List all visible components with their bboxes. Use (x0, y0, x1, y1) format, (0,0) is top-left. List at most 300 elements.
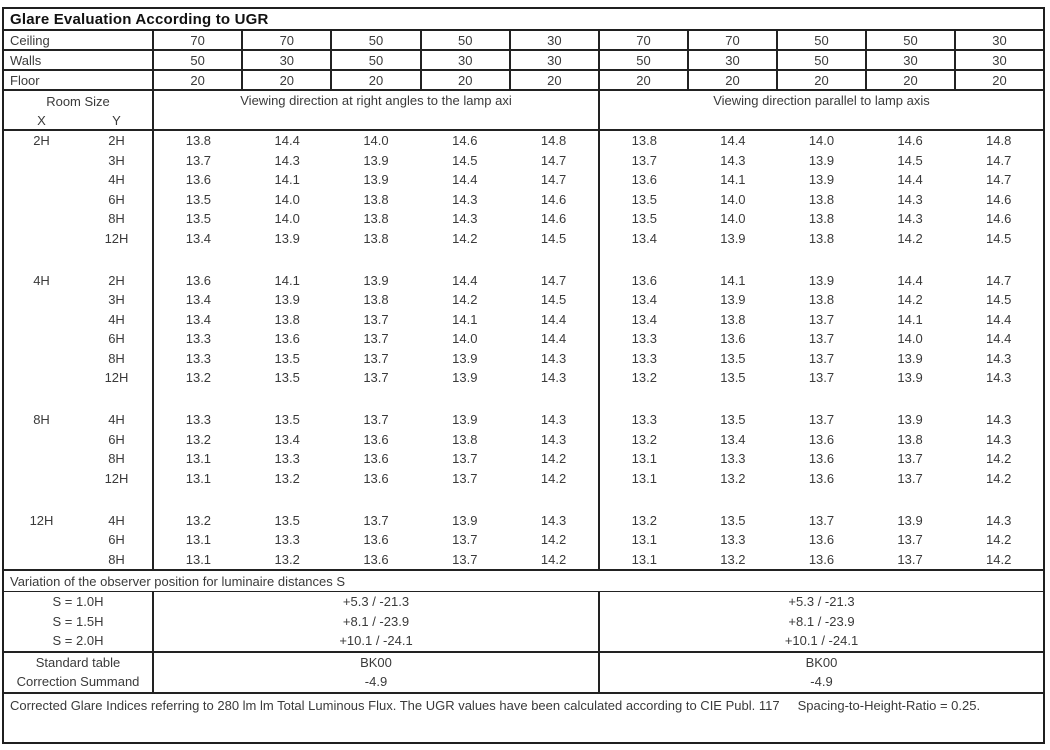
room-y-value: 8H (108, 551, 125, 567)
ugr-value: 13.7 (897, 551, 923, 567)
condition-value: 30 (241, 51, 330, 69)
ugr-value: 14.6 (986, 191, 1012, 207)
ugr-value: 14.1 (274, 172, 300, 187)
ugr-value: 13.2 (720, 470, 746, 486)
variation-value: +5.3 / -21.3 (154, 592, 600, 612)
ugr-row (4, 329, 1043, 349)
ugr-value: 13.7 (363, 412, 389, 427)
ugr-values-half (600, 170, 1043, 190)
ugr-value: 13.1 (631, 551, 657, 567)
condition-label: Ceiling (4, 31, 154, 49)
ugr-value: 14.6 (540, 211, 567, 226)
ugr-value: 13.1 (185, 451, 212, 466)
ugr-value: 13.8 (185, 133, 212, 148)
ugr-values-half (600, 190, 1043, 210)
ugr-value: 13.9 (808, 172, 835, 187)
room-y-value: 4H (108, 512, 125, 528)
ugr-value: 14.2 (986, 470, 1012, 486)
summary-value: BK00 (805, 654, 838, 670)
ugr-value: 14.7 (986, 172, 1012, 187)
condition-value: 30 (865, 51, 954, 69)
room-x-value (4, 469, 79, 489)
ugr-value: 13.3 (720, 532, 746, 547)
ugr-value: 13.2 (185, 370, 212, 385)
condition-row (4, 71, 1043, 91)
ugr-row (4, 530, 1043, 550)
ugr-value: 13.6 (274, 331, 300, 346)
ugr-row (4, 368, 1043, 388)
ugr-row (4, 449, 1043, 469)
room-x-value (4, 530, 79, 550)
room-y-value: 4H (108, 311, 125, 327)
ugr-value: 13.5 (631, 211, 657, 226)
ugr-value: 13.2 (274, 551, 300, 567)
variation-value: +8.1 / -23.9 (788, 613, 855, 629)
ugr-value: 13.5 (274, 412, 300, 427)
ugr-value: 13.2 (185, 431, 212, 447)
ugr-row (4, 310, 1043, 330)
ugr-value: 13.4 (631, 292, 657, 307)
ugr-value: 13.8 (897, 431, 923, 447)
viewing-direction-parallel-header: Viewing direction parallel to lamp axis (713, 93, 930, 108)
ugr-value: 13.9 (720, 292, 746, 307)
ugr-value: 14.6 (452, 133, 478, 148)
ugr-value: 14.3 (452, 211, 478, 226)
ugr-value: 13.4 (631, 230, 657, 246)
ugr-value: 13.9 (363, 172, 389, 187)
ugr-values-half (600, 410, 1043, 430)
ugr-value: 14.3 (986, 350, 1012, 366)
ugr-value: 13.7 (363, 311, 389, 327)
variation-label: S = 1.5H (4, 612, 154, 632)
ugr-value: 13.1 (631, 532, 657, 547)
ugr-row (4, 229, 1043, 249)
ugr-value: 13.3 (631, 350, 657, 366)
ugr-value: 13.9 (452, 350, 478, 366)
ugr-values-half (154, 349, 600, 369)
ugr-value: 14.2 (986, 532, 1012, 547)
ugr-value: 14.7 (986, 152, 1012, 168)
condition-value: 20 (636, 72, 651, 88)
summary-value: -4.9 (810, 674, 833, 689)
ugr-value: 14.3 (720, 152, 746, 168)
ugr-value: 13.1 (631, 451, 657, 466)
ugr-value: 13.7 (631, 152, 657, 168)
ugr-value: 14.7 (540, 152, 567, 168)
room-size-cell (4, 131, 154, 151)
ugr-value: 14.3 (986, 412, 1012, 427)
ugr-value: 13.5 (720, 350, 746, 366)
ugr-value: 13.3 (274, 532, 300, 547)
ugr-value: 13.3 (185, 412, 212, 427)
ugr-value: 13.9 (452, 370, 478, 385)
ugr-value: 14.8 (986, 133, 1012, 148)
ugr-value: 13.2 (274, 470, 300, 486)
ugr-value: 13.3 (631, 331, 657, 346)
variation-value: +8.1 / -23.9 (154, 612, 600, 632)
ugr-value: 14.5 (986, 292, 1012, 307)
ugr-value: 13.6 (363, 551, 389, 567)
ugr-values-half (600, 368, 1043, 388)
ugr-value: 14.4 (452, 172, 478, 187)
ugr-value: 13.9 (274, 292, 300, 307)
room-size-cell (4, 229, 154, 249)
room-size-label: Room Size (46, 93, 110, 109)
room-y-value: 6H (108, 532, 125, 548)
ugr-values-half (154, 488, 600, 511)
ugr-value: 13.8 (363, 230, 389, 246)
ugr-value: 14.3 (986, 431, 1012, 447)
ugr-values-half (600, 290, 1043, 310)
ugr-value: 13.9 (720, 230, 746, 246)
ugr-values-half (600, 530, 1043, 550)
ugr-values-half (154, 151, 600, 171)
ugr-value: 13.7 (363, 331, 389, 346)
ugr-value: 14.2 (540, 470, 567, 486)
ugr-value: 14.5 (540, 230, 567, 246)
ugr-value: 14.3 (540, 350, 567, 366)
ugr-value: 13.9 (808, 152, 835, 168)
ugr-values-half (600, 151, 1043, 171)
ugr-values-half (600, 469, 1043, 489)
summary-value: BK00 (154, 653, 600, 673)
ugr-value: 13.5 (274, 370, 300, 385)
ugr-value: 13.4 (274, 431, 300, 447)
room-size-cell (4, 488, 154, 511)
ugr-values-half (600, 310, 1043, 330)
condition-value: 20 (509, 71, 598, 89)
ugr-value: 14.6 (986, 211, 1012, 226)
ugr-value: 13.8 (808, 230, 835, 246)
room-y-value: 6H (108, 331, 125, 347)
ugr-value: 13.6 (631, 272, 657, 288)
ugr-value: 13.7 (897, 451, 923, 466)
condition-value: 50 (330, 51, 419, 69)
room-x-value (4, 349, 79, 369)
variation-section (4, 592, 1043, 653)
ugr-value: 14.4 (540, 311, 567, 327)
ugr-value: 13.2 (720, 551, 746, 567)
room-x-value (4, 449, 79, 469)
ugr-value: 13.7 (185, 152, 212, 168)
ugr-row (4, 550, 1043, 570)
room-x-value (4, 209, 79, 229)
ugr-value: 14.5 (540, 292, 567, 307)
ugr-value: 13.8 (720, 311, 746, 327)
room-size-xy-labels (4, 111, 152, 129)
ugr-value: 14.4 (452, 272, 478, 288)
ugr-value: 13.6 (808, 431, 835, 447)
room-size-cell (4, 329, 154, 349)
ugr-value: 13.9 (897, 412, 923, 427)
ugr-value: 13.8 (808, 292, 835, 307)
ugr-value: 14.5 (897, 152, 923, 168)
block-gap-row (4, 388, 1043, 411)
ugr-values-half (154, 310, 600, 330)
ugr-value: 13.5 (274, 350, 300, 366)
room-x-value (4, 229, 79, 249)
summary-row (4, 672, 1043, 692)
room-y-value: 3H (108, 292, 125, 308)
ugr-row (4, 349, 1043, 369)
ugr-values-half (600, 349, 1043, 369)
ugr-value: 13.9 (897, 350, 923, 366)
block-gap-row (4, 488, 1043, 511)
ugr-value: 13.3 (631, 412, 657, 427)
ugr-value: 13.7 (808, 331, 835, 346)
room-y-value: 12H (104, 470, 129, 486)
ugr-value: 13.5 (720, 412, 746, 427)
condition-label: Floor (4, 71, 154, 89)
x-column-label: X (37, 112, 46, 128)
condition-value: 70 (190, 32, 205, 48)
ugr-values-half (154, 469, 600, 489)
ugr-value: 14.4 (540, 331, 567, 346)
ugr-value: 13.8 (452, 431, 478, 447)
ugr-value: 13.6 (808, 451, 835, 466)
room-y-value: 4H (108, 172, 125, 188)
ugr-value: 13.8 (808, 211, 835, 226)
surface-reflectance-section (4, 31, 1043, 91)
variation-value: +5.3 / -21.3 (788, 594, 855, 609)
condition-values-half (154, 31, 600, 49)
condition-value: 50 (330, 31, 419, 49)
ugr-values-half (600, 388, 1043, 411)
ugr-value: 14.3 (986, 370, 1012, 385)
room-size-cell (4, 271, 154, 291)
ugr-value: 14.2 (897, 230, 923, 246)
ugr-value: 13.3 (274, 451, 300, 466)
summary-value: -4.9 (154, 672, 600, 692)
room-size-cell (4, 290, 154, 310)
ugr-values-half (600, 209, 1043, 229)
ugr-value: 14.4 (720, 133, 746, 148)
room-y-value: 2H (108, 272, 125, 288)
room-size-header (4, 91, 154, 129)
ugr-value: 13.6 (720, 331, 746, 346)
condition-value: 20 (776, 71, 865, 89)
condition-value: 50 (636, 52, 651, 68)
ugr-value: 13.6 (185, 272, 212, 288)
ugr-values-half (600, 229, 1043, 249)
ugr-value: 13.5 (274, 512, 300, 528)
variation-label: S = 1.0H (4, 592, 154, 612)
y-column-label: Y (112, 112, 121, 128)
condition-value: 20 (865, 71, 954, 89)
ugr-value: 13.8 (363, 191, 389, 207)
variation-row (4, 631, 1043, 651)
ugr-value: 14.2 (452, 230, 478, 246)
ugr-value: 13.7 (452, 532, 478, 547)
room-y-value: 4H (108, 412, 125, 428)
ugr-value: 13.5 (720, 370, 746, 385)
ugr-value: 13.4 (720, 431, 746, 447)
ugr-values-half (600, 329, 1043, 349)
room-x-value (4, 290, 79, 310)
condition-value: 20 (241, 71, 330, 89)
ugr-values-half (600, 248, 1043, 271)
ugr-value: 13.9 (363, 152, 389, 168)
ugr-row (4, 469, 1043, 489)
condition-value: 30 (687, 51, 776, 69)
ugr-value: 13.4 (185, 311, 212, 327)
ugr-values-half (154, 368, 600, 388)
ugr-value: 14.3 (897, 211, 923, 226)
condition-value: 70 (636, 32, 651, 48)
room-size-cell (4, 368, 154, 388)
viewing-direction-right-angles-header: Viewing direction at right angles to the lamp axi (154, 91, 600, 129)
room-x-value (4, 368, 79, 388)
ugr-table-frame (2, 7, 1045, 744)
ugr-value: 13.4 (631, 311, 657, 327)
ugr-value: 14.3 (540, 431, 567, 447)
ugr-row (4, 290, 1043, 310)
ugr-value: 14.1 (720, 172, 746, 187)
condition-values-half (154, 71, 600, 89)
room-size-cell (4, 190, 154, 210)
ugr-row (4, 170, 1043, 190)
ugr-value: 14.2 (986, 551, 1012, 567)
ugr-value: 13.7 (363, 512, 389, 528)
condition-value: 20 (420, 71, 509, 89)
room-size-cell (4, 550, 154, 570)
room-y-value: 8H (108, 211, 125, 227)
ugr-value: 13.2 (631, 431, 657, 447)
ugr-value: 13.1 (185, 551, 212, 567)
condition-value: 50 (420, 31, 509, 49)
ugr-values-half (154, 550, 600, 570)
ugr-row (4, 511, 1043, 531)
ugr-value: 14.0 (274, 191, 300, 207)
condition-value: 30 (420, 51, 509, 69)
room-size-cell (4, 248, 154, 271)
ugr-values-half (600, 511, 1043, 531)
summary-label: Correction Summand (4, 672, 154, 692)
ugr-values-half (154, 449, 600, 469)
ugr-value: 13.1 (185, 532, 212, 547)
condition-value: 30 (954, 51, 1043, 69)
room-size-cell (4, 310, 154, 330)
ugr-values-half (154, 131, 600, 151)
ugr-value: 14.1 (720, 272, 746, 288)
room-y-value: 3H (108, 152, 125, 168)
condition-value: 20 (687, 71, 776, 89)
ugr-value: 14.3 (986, 512, 1012, 528)
room-size-cell (4, 449, 154, 469)
ugr-values-half (154, 248, 600, 271)
ugr-value: 14.1 (452, 311, 478, 327)
ugr-value: 13.2 (185, 512, 212, 528)
ugr-row (4, 410, 1043, 430)
room-size-cell (4, 209, 154, 229)
condition-value: 70 (687, 31, 776, 49)
ugr-value: 13.3 (185, 350, 212, 366)
room-y-value: 6H (108, 191, 125, 207)
ugr-values-half (600, 430, 1043, 450)
ugr-values-half (154, 170, 600, 190)
ugr-value: 13.1 (631, 470, 657, 486)
ugr-value: 13.8 (363, 211, 389, 226)
ugr-values-half (154, 410, 600, 430)
variation-row (4, 612, 1043, 632)
ugr-value: 14.2 (540, 532, 567, 547)
condition-value: 70 (241, 31, 330, 49)
ugr-value: 13.7 (808, 412, 835, 427)
ugr-value: 13.5 (185, 191, 212, 207)
ugr-value: 14.2 (540, 551, 567, 567)
ugr-value: 13.7 (363, 350, 389, 366)
ugr-values-half (154, 190, 600, 210)
condition-values-half (600, 51, 1043, 69)
condition-value: 20 (190, 72, 205, 88)
room-y-value: 8H (108, 350, 125, 366)
ugr-value: 14.4 (897, 172, 923, 187)
condition-values-half (600, 31, 1043, 49)
ugr-value: 13.6 (808, 470, 835, 486)
ugr-value: 13.6 (363, 470, 389, 486)
ugr-values-half (600, 449, 1043, 469)
ugr-value: 14.2 (897, 292, 923, 307)
ugr-value: 14.0 (363, 133, 389, 148)
ugr-value: 14.0 (452, 331, 478, 346)
variation-value: +10.1 / -24.1 (154, 631, 600, 651)
ugr-value: 13.5 (720, 512, 746, 528)
condition-value: 30 (954, 31, 1043, 49)
ugr-value: 14.0 (808, 133, 835, 148)
room-y-value: 2H (108, 133, 125, 149)
room-x-value: 8H (33, 412, 50, 428)
ugr-value: 13.9 (897, 370, 923, 385)
condition-value: 30 (509, 31, 598, 49)
ugr-value: 13.7 (808, 311, 835, 327)
ugr-value: 14.4 (986, 331, 1012, 346)
ugr-value: 14.5 (986, 230, 1012, 246)
condition-value: 20 (954, 71, 1043, 89)
block-gap-row (4, 248, 1043, 271)
ugr-value: 13.7 (363, 370, 389, 385)
ugr-value: 14.3 (452, 191, 478, 207)
ugr-value: 14.6 (897, 133, 923, 148)
ugr-row (4, 430, 1043, 450)
ugr-value: 13.6 (631, 172, 657, 187)
room-size-cell (4, 388, 154, 411)
variation-row (4, 592, 1043, 612)
condition-values-half (600, 71, 1043, 89)
room-x-value (4, 151, 79, 171)
room-x-value: 4H (33, 272, 50, 288)
ugr-value: 13.7 (452, 470, 478, 486)
ugr-values-half (154, 271, 600, 291)
ugr-value: 13.4 (185, 292, 212, 307)
summary-label: Standard table (4, 653, 154, 673)
ugr-value: 13.6 (808, 551, 835, 567)
ugr-value: 14.2 (986, 451, 1012, 466)
ugr-value: 13.8 (808, 191, 835, 207)
ugr-value: 14.6 (540, 191, 567, 207)
ugr-value: 14.5 (452, 152, 478, 168)
ugr-value: 14.1 (897, 311, 923, 327)
ugr-value: 13.9 (808, 272, 835, 288)
variation-section-header: Variation of the observer position for luminaire distances S (4, 571, 1043, 592)
ugr-value: 14.2 (540, 451, 567, 466)
ugr-row (4, 209, 1043, 229)
ugr-value: 14.7 (986, 272, 1012, 288)
summary-section (4, 653, 1043, 694)
ugr-value: 13.5 (631, 191, 657, 207)
condition-row (4, 31, 1043, 51)
ugr-values-half (154, 229, 600, 249)
room-x-value (4, 190, 79, 210)
